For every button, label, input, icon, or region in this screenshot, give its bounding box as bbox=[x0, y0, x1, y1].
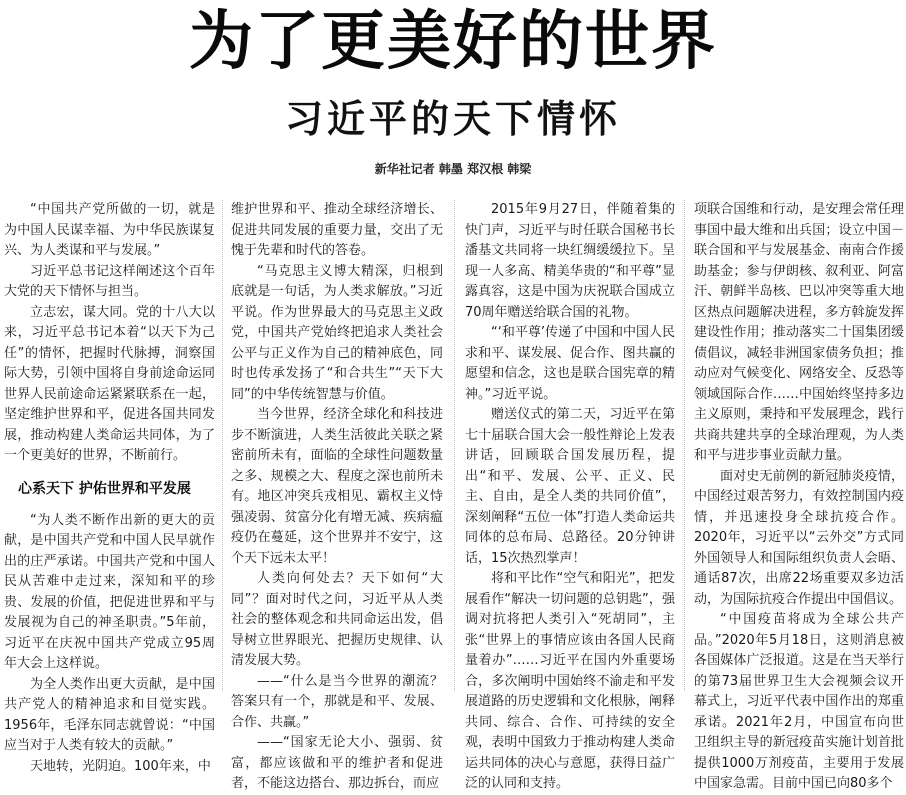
paragraph: “‘和平尊’传递了中国和中国人民求和平、谋发展、促合作、图共赢的愿望和信念，这也是联合国宪章的精神。”习近平说。 bbox=[465, 325, 675, 402]
column-divider bbox=[684, 200, 685, 691]
section-heading: 心系天下 护佑世界和平发展 bbox=[18, 480, 191, 497]
subheadline: 习近平的天下情怀 bbox=[284, 96, 621, 141]
paragraph: “马克思主义博大精深，归根到底就是一句话，为人类求解放。”习近平说。作为世界最大的马克思主义政党，中国共产党始终把追求人类社会公平与正义作为自己的精神底色，同时也传承发扬了“和合共生”“天下大同”的中华传统智慧与价值。 bbox=[231, 263, 443, 402]
headline: 为了更美好的世界 bbox=[189, 5, 717, 79]
article-column-1 bbox=[4, 200, 215, 774]
paragraph: 人类向何处去？天下如何“大同”？面对时代之问，习近平从人类社会的整体观念和共同命运出发，倡导树立世界眼光、把握历史规律、认清发展大势。 bbox=[231, 571, 443, 668]
article-column-2 bbox=[231, 200, 443, 791]
paragraph: 当今世界，经济全球化和科技进步不断演进，人类生活彼此关联之紧密前所未有，面临的全球性问题数量之多、规模之大、程度之深也前所未有。地区冲突兵戎相见、霸权主义恃强凌弱、贫富分化有增无减、疾病瘟疫仍在蔓延，这个世界并不安宁，这个天下远未太平！ bbox=[231, 407, 443, 566]
paragraph: 项联合国维和行动，是安理会常任理事国中最大维和出兵国；设立中国－联合国和平与发展基金、南南合作援助基金；参与伊朗核、叙利亚、阿富汗、朝鲜半岛核、巴以冲突等重大地区热点问题解决进程，多方斡旋发挥建设性作用；推动落实二十国集团缓债倡议，减轻非洲国家债务负担；推动应对气候变化、网络安全、反恐等领域国际合作……中国始终坚持多边主义原则，秉持和平发展理念，践行共商共建共享的全球治理观，为人类和平与进步事业贡献力量。 bbox=[694, 202, 904, 463]
byline: 新华社记者 韩墨 郑汉根 韩梁 bbox=[374, 162, 532, 176]
paragraph: 赠送仪式的第二天，习近平在第七十届联合国大会一般性辩论上发表讲话，回顾联合国发展历程，提出“和平、发展、公平、正义、民主、自由，是全人类的共同价值”，深刻阐释“五位一体”打造人类命运共同体的总布局、总路径。20分钟讲话，15次热烈掌声！ bbox=[465, 407, 675, 566]
article-column-3 bbox=[465, 200, 675, 791]
paragraph: 将和平比作“空气和阳光”，把发展看作“解决一切问题的总钥匙”，强调对抗将把人类引入“死胡同”，主张“世界上的事情应该由各国人民商量着办”……习近平在国内外重要场合，多次阐明中国始终不渝走和平发展道路的历史逻辑和文化根脉，阐释共同、综合、合作、可持续的安全观，表明中国致力于推动构建人类命运共同体的决心与意愿，获得日益广泛的认同和支持。 bbox=[465, 571, 675, 791]
paragraph: ——“什么是当今世界的潮流？答案只有一个，那就是和平、发展、合作、共赢。” bbox=[231, 673, 443, 730]
paragraph: 2015年9月27日，伴随着集的快门声，习近平与时任联合国秘书长潘基文共同将一块红绸缓缓拉下。呈现一人多高、精美华贵的“和平尊”显露真容，这是中国为庆祝联合国成立70周年赠送给联合国的礼物。 bbox=[465, 202, 675, 320]
paragraph: 习近平总书记这样阐述这个百年大党的天下情怀与担当。 bbox=[4, 263, 215, 299]
paragraph: 为全人类作出更大贡献，是中国共产党人的精神追求和目觉实践。1956年，毛泽东同志就曾说：“中国应当对于人类有较大的贡献。” bbox=[4, 676, 215, 753]
paragraph: “中国共产党所做的一切，就是为中国人民谋幸福、为中华民族谋复兴、为人类谋和平与发展。” bbox=[4, 202, 215, 258]
article-column-4 bbox=[694, 200, 904, 791]
paragraph: “中国疫苗将成为全球公共产品。”2020年5月18日，这则消息被各国媒体广泛报道。这是在当天举行的第73届世界卫生大会视频会议开幕式上，习近平代表中国作出的郑重承诺。2021年2月，中国宣布向世卫组织主导的新冠疫苗实施计划首批提供1000万剂疫苗，主要用于发展中国家急需。目前中国已向80多个 bbox=[694, 612, 904, 791]
paragraph: 面对史无前例的新冠肺炎疫情，中国经过艰苦努力，有效控制国内疫情，并迅速投身全球抗疫合作。2020年，习近平以“云外交”方式同外国领导人和国际组织负责人会晤、通话87次，出席22场重要双多边活动，为国际抗疫合作提出中国倡议。 bbox=[694, 468, 904, 607]
paragraph: 立志宏，谋大同。党的十八大以来，习近平总书记本着“以天下为己任”的情怀，把握时代脉搏，洞察国际大势，引领中国将自身前途命运同世界人民前途命运紧紧联系在一起，坚定维护世界和平，促进各国共同发展，推动构建人类命运共同体，为了一个更美好的世界，不断前行。 bbox=[4, 304, 215, 463]
column-divider bbox=[222, 200, 223, 691]
paragraph: 维护世界和平、推动全球经济增长、促进共同发展的重要力量，交出了无愧于先辈和时代的答卷。 bbox=[231, 202, 443, 258]
column-divider bbox=[454, 200, 455, 691]
paragraph: ——“国家无论大小、强弱、贫富，都应该做和平的维护者和促进者，不能这边搭台、那边拆台，而应 bbox=[231, 735, 443, 791]
paragraph: “为人类不断作出新的更大的贡献，是中国共产党和中国人民早就作出的庄严承诺。中国共产党和中国人民从苦难中走过来，深知和平的珍贵、发展的价值，把促进世界和平与发展视为自己的神圣职责。”5年前，习近平在庆祝中国共产党成立95周年大会上这样说。 bbox=[4, 512, 215, 671]
paragraph: 天地转，光阴迫。100年来，中 bbox=[30, 758, 211, 774]
